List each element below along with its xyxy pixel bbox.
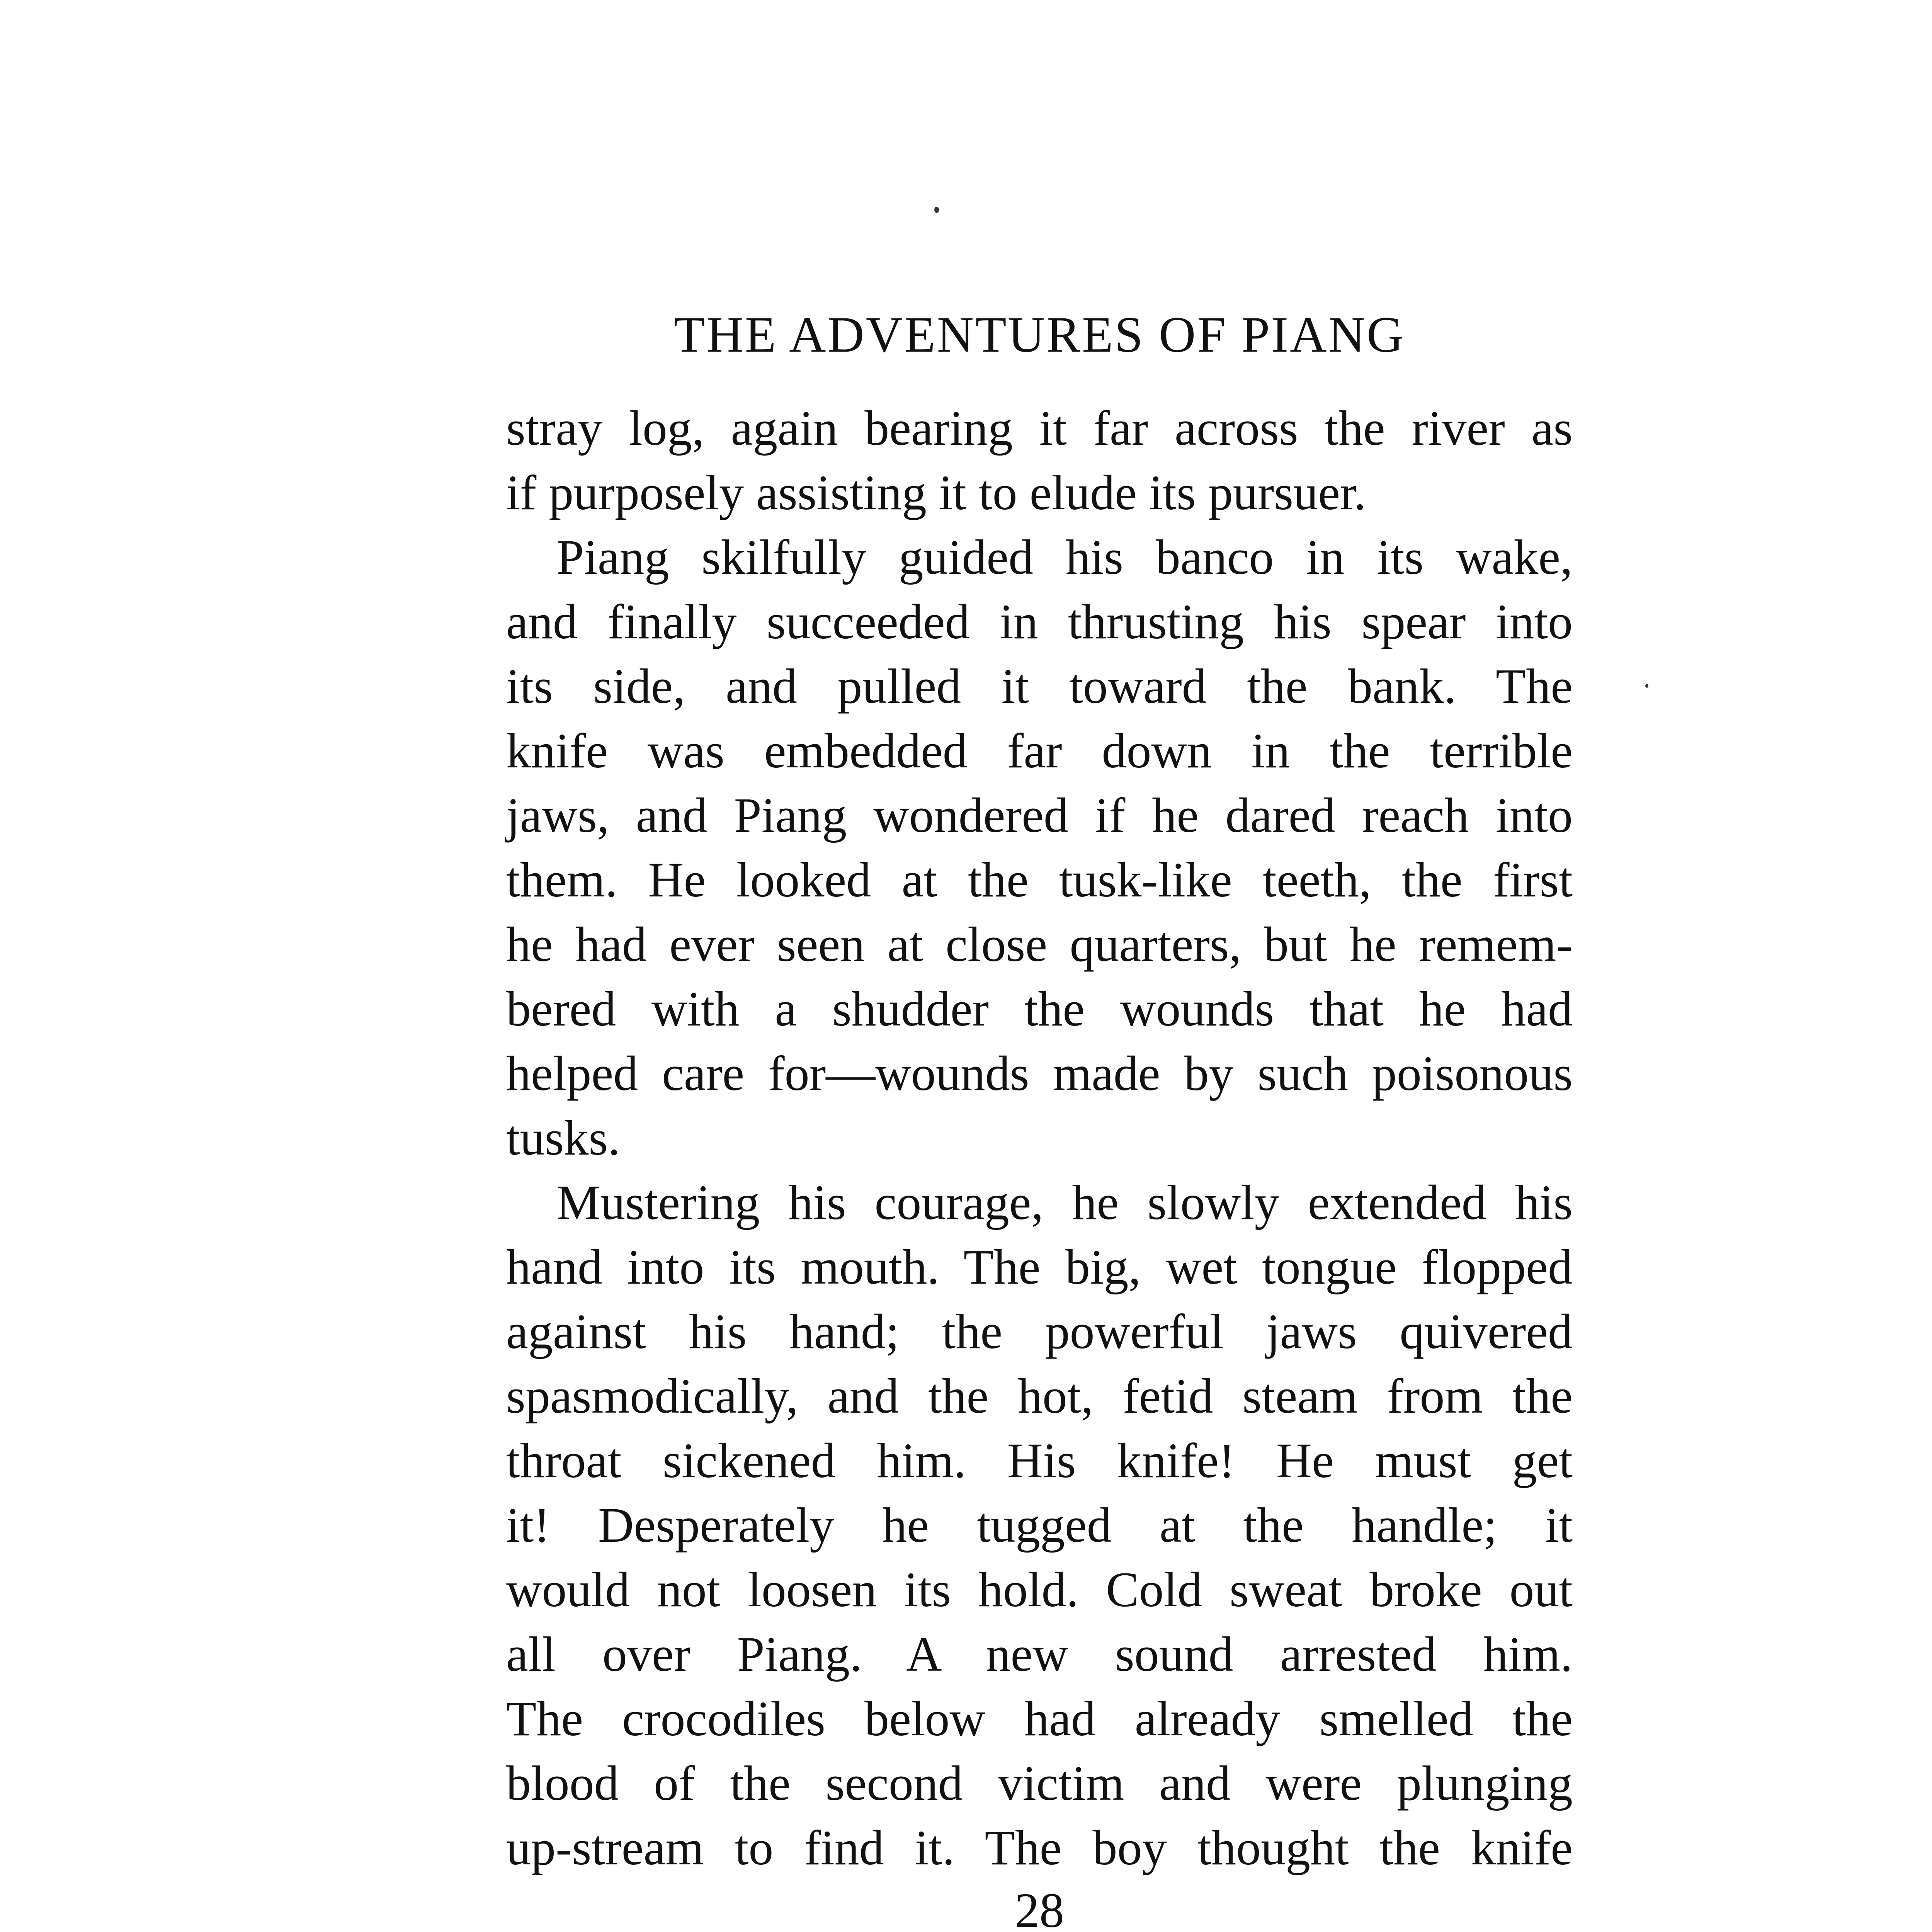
scan-speck: [1645, 684, 1648, 688]
text-line: it! Desperately he tugged at the handle; it: [506, 1498, 1573, 1553]
page-number: 28: [1015, 1883, 1064, 1932]
body-text: [506, 396, 1573, 1880]
text-line: The crocodiles below had already smelled the: [506, 1691, 1573, 1746]
text-line: all over Piang. A new sound arrested him.: [506, 1627, 1573, 1682]
scan-speck: [934, 207, 939, 213]
text-line: helped care for—wounds made by such poisonous: [506, 1046, 1573, 1101]
text-line: hand into its mouth. The big, wet tongue flopped: [506, 1240, 1573, 1294]
text-line: throat sickened him. His knife! He must get: [506, 1433, 1573, 1488]
text-line: tusks.: [506, 1111, 621, 1165]
text-line: against his hand; the powerful jaws quivered: [506, 1304, 1573, 1359]
text-line: blood of the second victim and were plunging: [506, 1756, 1573, 1811]
text-line: up-stream to find it. The boy thought the knife: [506, 1820, 1573, 1875]
text-line: them. He looked at the tusk-like teeth, the first: [506, 852, 1573, 907]
text-line: stray log, again bearing it far across the river as: [506, 401, 1573, 456]
text-line: knife was embedded far down in the terrible: [506, 723, 1573, 778]
text-line: its side, and pulled it toward the bank. The: [506, 659, 1573, 714]
running-head: THE ADVENTURES OF PIANG: [673, 306, 1405, 363]
text-line: jaws, and Piang wondered if he dared reach into: [506, 788, 1573, 843]
text-line: Piang skilfully guided his banco in its wake,: [556, 530, 1573, 585]
text-line: bered with a shudder the wounds that he had: [506, 981, 1573, 1036]
text-line: and finally succeeded in thrusting his spear into: [506, 594, 1573, 649]
text-line: would not loosen its hold. Cold sweat broke out: [506, 1562, 1573, 1617]
text-line: spasmodically, and the hot, fetid steam from the: [506, 1369, 1573, 1423]
text-line: he had ever seen at close quarters, but he remem-: [506, 917, 1573, 972]
text-line: Mustering his courage, he slowly extended his: [556, 1175, 1573, 1230]
text-line: if purposely assisting it to elude its pursuer.: [506, 465, 1366, 520]
